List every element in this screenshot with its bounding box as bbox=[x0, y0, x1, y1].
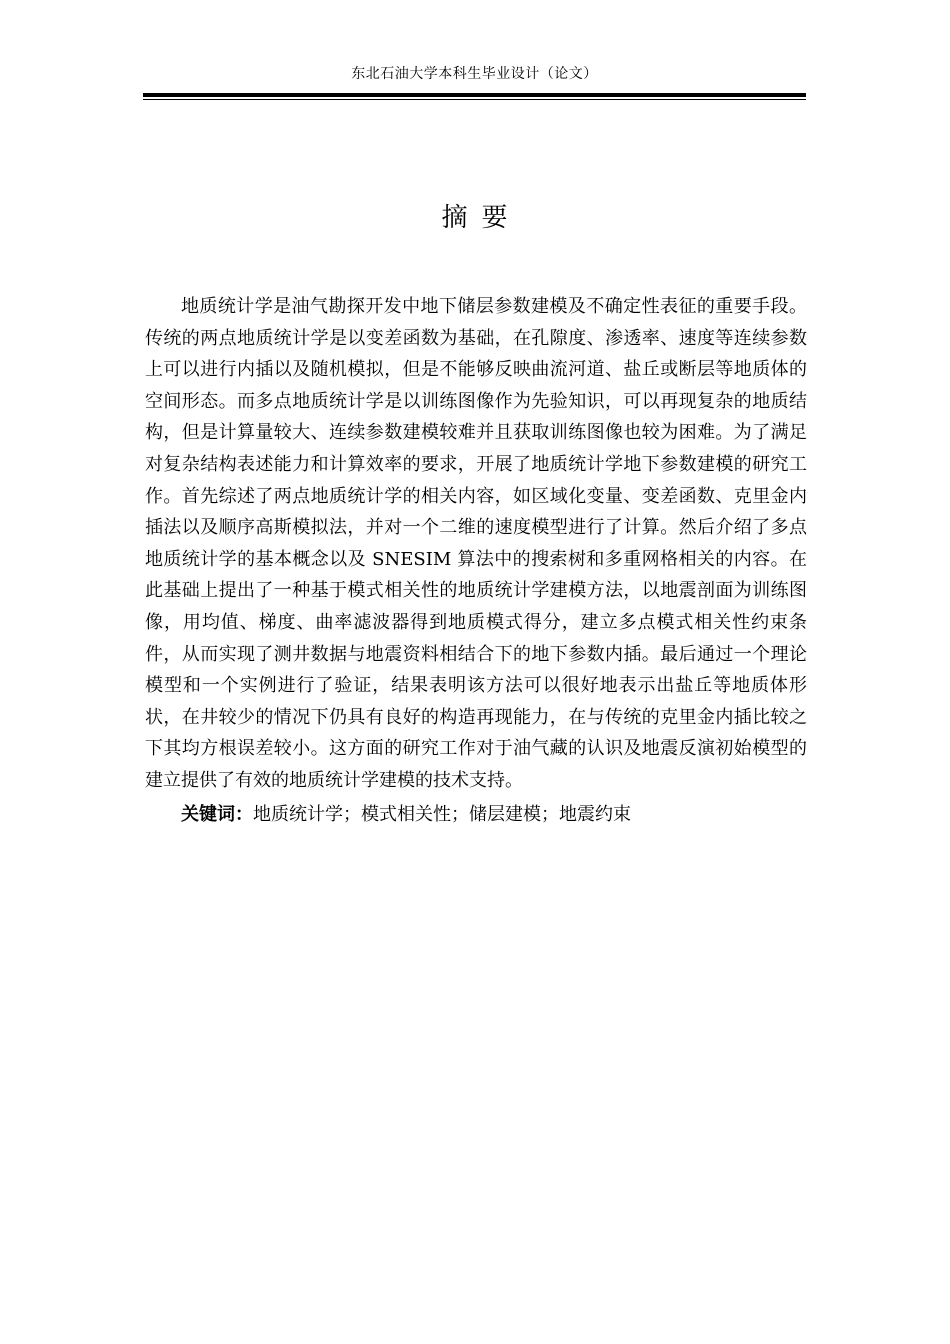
keywords-line bbox=[181, 799, 807, 830]
abstract-title: 摘要 bbox=[441, 203, 522, 233]
header-rule-thin bbox=[143, 99, 806, 100]
abstract-body: 地质统计学是油气勘探开发中地下储层参数建模及不确定性表征的重要手段。传统的两点地质统计学是以变差函数为基础，在孔隙度、渗透率、速度等连续参数上可以进行内插以及随机模拟，但是不能够反映曲流河道、盐丘或断层等地质体的空间形态。而多点地质统计学是以训练图像作为先验知识，可以再现复杂的地质结构，但是计算量较大、连续参数建模较难并且获取训练图像也较为困难。为了满足对复杂结构表述能力和计算效率的要求，开展了地质统计学地下参数建模的研究工作。首先综述了两点地质统计学的相关内容，如区域化变量、变差函数、克里金内插法以及顺序高斯模拟法，并对一个二维的速度模型进行了计算。然后介绍了多点地质统计学的基本概念以及 SNESIM 算法中的搜索树和多重网格相关的内容。在此基础上提出了一种基于模式相关性的地质统计学建模方法，以地震剖面为训练图像，用均值、梯度、曲率滤波器得到地质模式得分，建立多点模式相关性约束条件，从而实现了测井数据与地震资料相结合下的地下参数内插。最后通过一个理论模型和一个实例进行了验证，结果表明该方法可以很好地表示出盐丘等地质体形状，在井较少的情况下仍具有良好的构造再现能力，在与传统的克里金内插比较之下其均方根误差较小。这方面的研究工作对于油气藏的认识及地震反演初始模型的建立提供了有效的地质统计学建模的技术支持。 bbox=[145, 296, 807, 791]
header-rule-thick bbox=[143, 93, 806, 97]
keywords-label: 关键词： bbox=[181, 804, 253, 825]
running-header: 东北石油大学本科生毕业设计（论文） bbox=[351, 66, 598, 82]
keywords-value: 地质统计学；模式相关性；储层建模；地震约束 bbox=[253, 804, 631, 825]
